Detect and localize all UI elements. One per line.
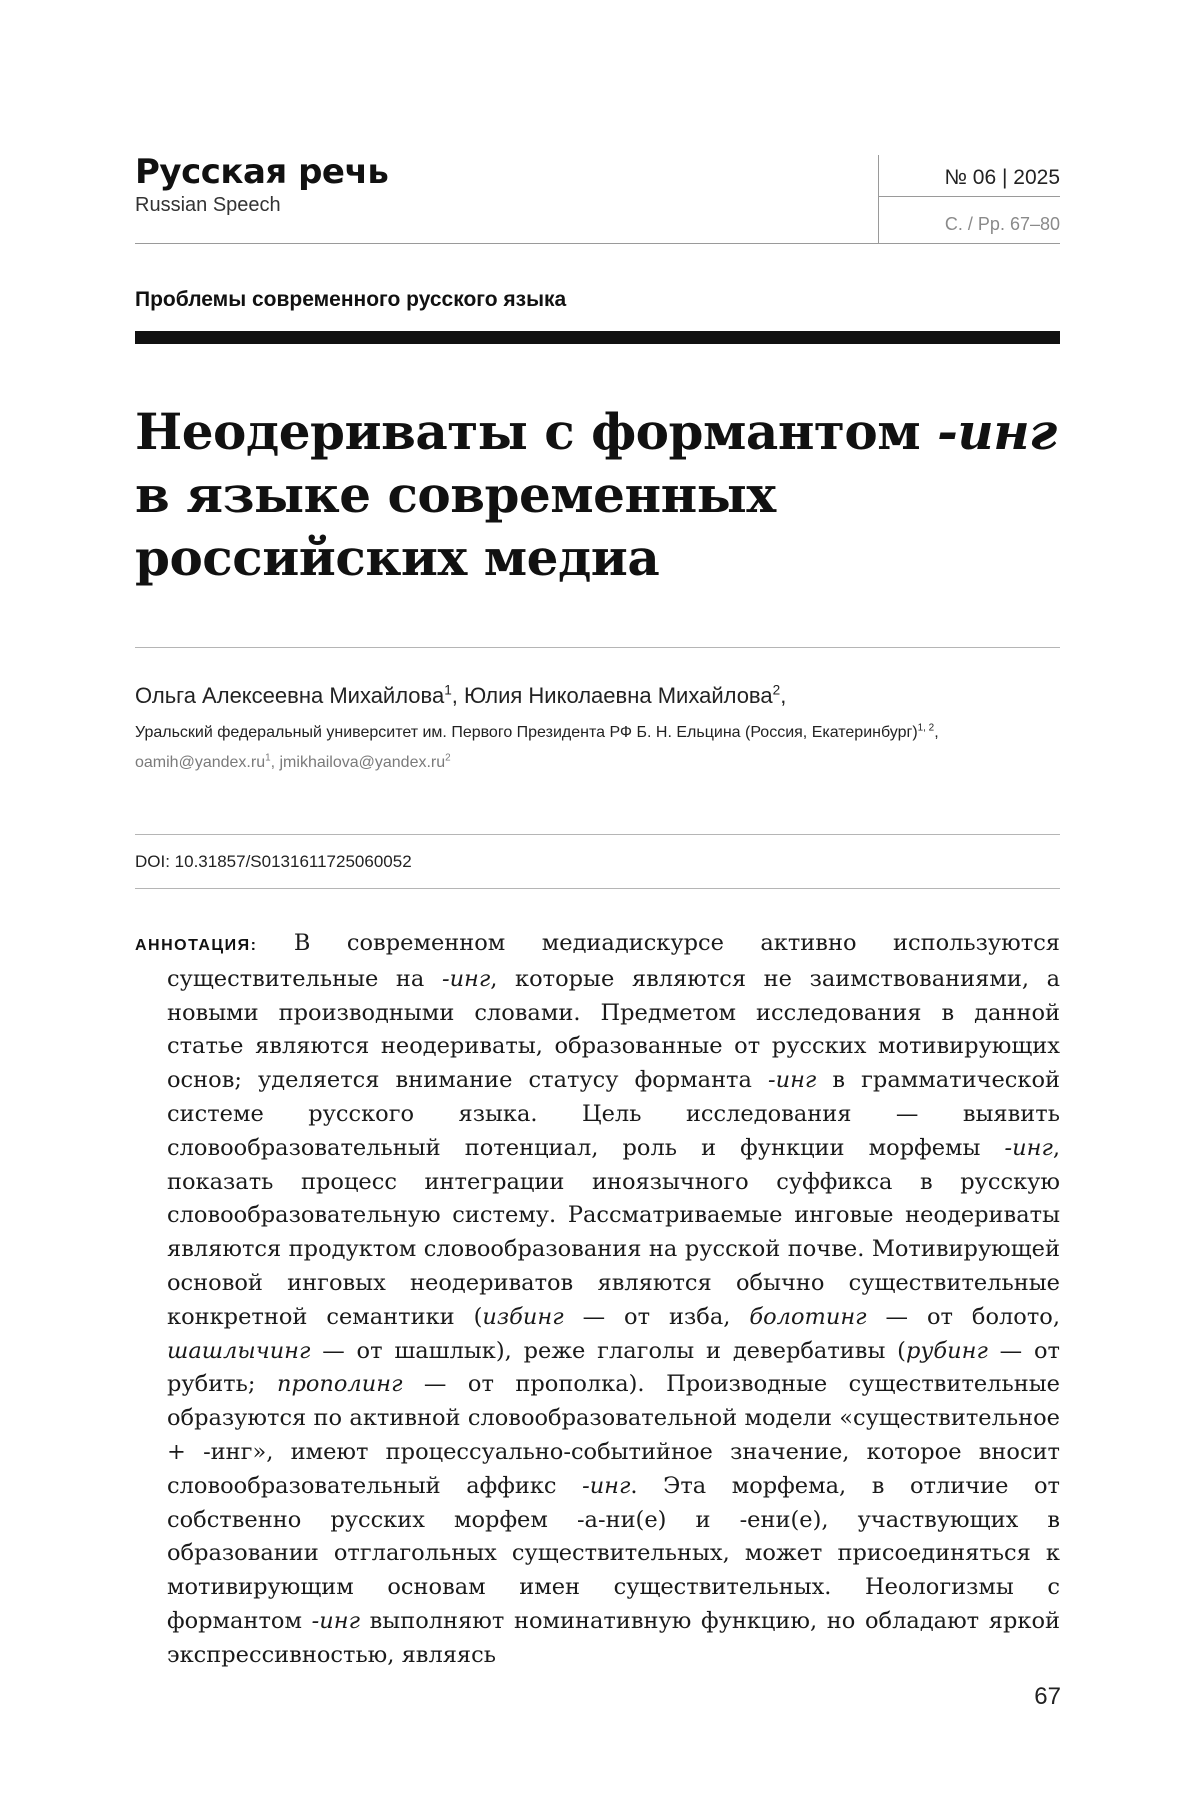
abstract-text: — от прополка). Производные существительные образуются по активной словообразовательной модели «существительное + -инг», имеют процессуально-событийное значение, которое вносит словообразовательный аффикс [167,1371,1060,1499]
journal-subtitle: Russian Speech [135,194,281,216]
abstract-term: -инг [582,1472,631,1499]
journal-header [135,152,1060,244]
email-2[interactable]: jmikhailova@yandex.ru [279,754,446,771]
author-emails [135,754,451,772]
affiliation-text: Уральский федеральный университет им. Первого Президента РФ Б. Н. Ельцина (Россия, Екатеринбург) [135,724,918,741]
abstract-term: -инг [768,1067,817,1094]
title-part1: Неодериваты с формантом [135,402,938,461]
abstract-text: , которые являются не заимствованиями, а новыми производными словами. Предметом исследования в данной статье являются неодериваты, образованные от русских мотивирующих основ; уделяется внимание статусу форманта [167,965,1060,1094]
abstract-example: шашлычинг [167,1337,311,1364]
affiliation-trailing: , [934,724,939,741]
journal-title: Русская речь [135,152,389,192]
abstract-text: . Эта морфема, в отличие от собственно русских морфем -а-ни(е) и -ени(е), участвующих в образовании отглагольных существительных, может присоединяться к мотивирующим основам имен существительных. Неологизмы с формантом [167,1472,1060,1634]
article-title [135,400,1060,589]
abstract [135,927,1060,1673]
doi-top-divider [135,834,1060,835]
section-label: Проблемы современного русского языка [135,288,567,311]
page-number: 67 [1034,1683,1061,1710]
abstract-example: прополинг [276,1371,403,1398]
affiliation-marks: 1, 2 [917,722,935,734]
abstract-text: выполняют номинативную функцию, но обладают яркой экспрессивностью, являясь [167,1607,1060,1668]
abstract-label: АННОТАЦИЯ: [135,937,258,954]
affiliation [135,724,939,742]
journal-name-block [135,152,388,217]
abstract-example: болотинг [749,1303,867,1330]
header-right-divider [878,196,1060,197]
author-separator: , [451,683,465,708]
abstract-term: -инг [1004,1134,1053,1161]
author-1-mark: 1 [444,682,452,698]
section-rule [135,331,1060,344]
abstract-text: — от изба, [563,1303,750,1330]
abstract-text: — от рубить; [167,1337,1060,1398]
abstract-example: рубинг [905,1337,988,1364]
title-line2: в языке современных [135,465,776,524]
header-divider [135,243,1060,244]
author-2: Юлия Николаевна Михайлова [464,683,773,708]
abstract-text: , показать процесс интеграции иноязычного суффикса в русскую словообразовательную систему. Рассматриваемые инговые неодериваты являются продуктом словообразования на русской почве. Мотивирующей основой инговых неодериватов являются обычно существительные конкретной семантики ( [167,1134,1060,1330]
email-2-mark: 2 [445,752,451,764]
abstract-example: избинг [482,1303,564,1330]
author-1: Ольга Алексеевна Михайлова [135,683,445,708]
title-suffix: -инг [937,402,1057,461]
abstract-text: — от болото, [866,1303,1061,1330]
doi-bottom-divider [135,888,1060,889]
email-1[interactable]: oamih@yandex.ru [135,754,266,771]
issue-number: № 06 | 2025 [944,166,1060,189]
abstract-term: -инг [441,965,491,992]
doi[interactable]: DOI: 10.31857/S0131611725060052 [135,852,412,871]
email-1-mark: 1 [265,752,271,764]
page-range: С. / Pp. 67–80 [944,214,1060,234]
header-vertical-divider [878,155,879,243]
abstract-text: В современном медиадискурсе активно используются существительные на [167,930,1060,992]
abstract-term: -инг [311,1607,360,1634]
title-divider [135,647,1060,648]
author-2-mark: 2 [772,682,781,698]
title-line3: российских медиа [135,528,660,587]
abstract-text: — от шашлык), реже глаголы и девербативы ( [310,1337,906,1364]
abstract-text: в грамматической системе русского языка. Цель исследования — выявить словообразовательный потенциал, роль и функции морфемы [167,1067,1061,1161]
authors [135,683,786,709]
authors-trailing: , [780,683,787,708]
email-separator: , [270,754,280,771]
